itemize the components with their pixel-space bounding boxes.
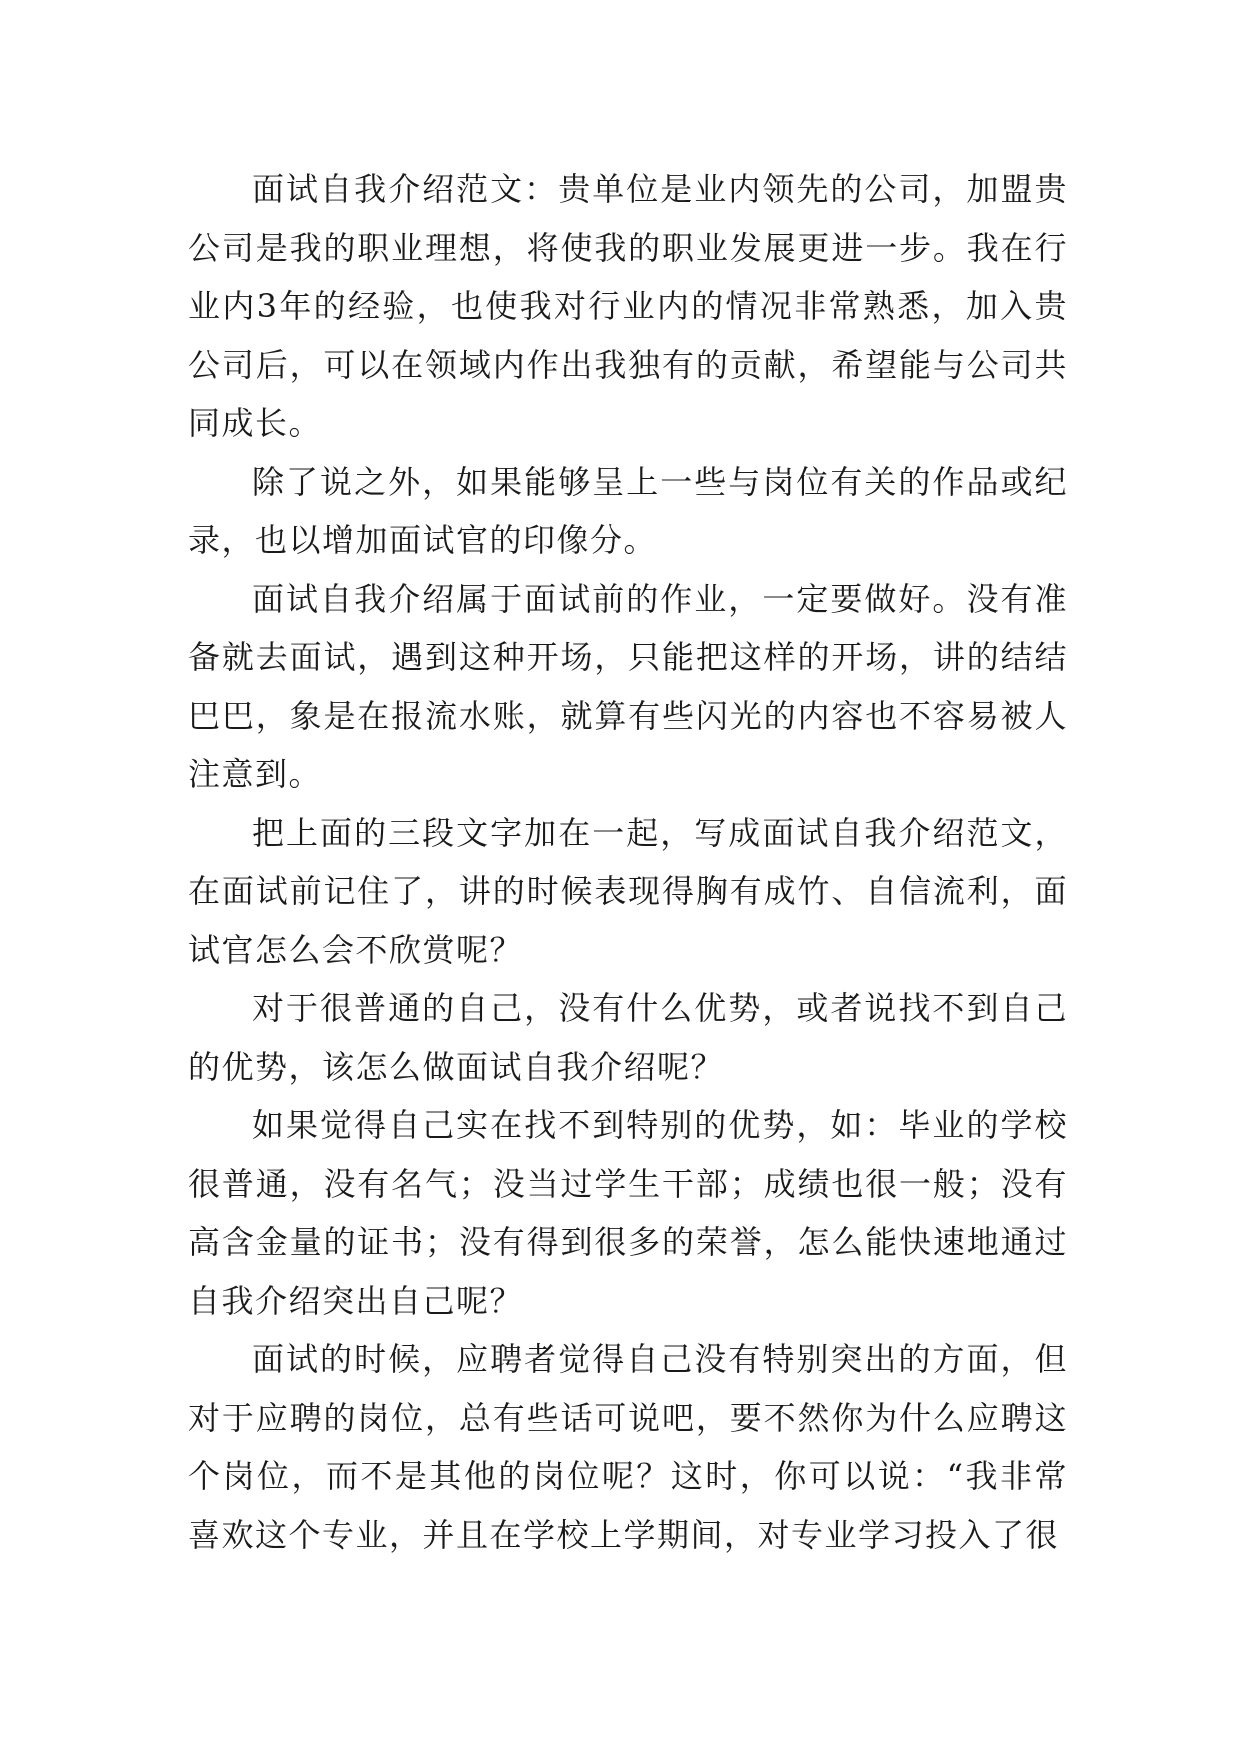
paragraph-3: 面试自我介绍属于面试前的作业，一定要做好。没有准备就去面试，遇到这种开场，只能把这样的开场，讲的结结巴巴，象是在报流水账，就算有些闪光的内容也不容易被人注意到。 bbox=[188, 579, 1068, 793]
paragraph-5: 对于很普通的自己，没有什么优势，或者说找不到自己的优势，该怎么做面试自我介绍呢？ bbox=[188, 989, 1068, 1086]
paragraph-6: 如果觉得自己实在找不到特别的优势，如：毕业的学校很普通，没有名气；没当过学生干部；成绩也很一般；没有高含金量的证书；没有得到很多的荣誉，怎么能快速地通过自我介绍突出自己呢？ bbox=[188, 1106, 1068, 1320]
paragraph-2: 除了说之外，如果能够呈上一些与岗位有关的作品或纪录，也以增加面试官的印像分。 bbox=[188, 462, 1068, 559]
paragraph-7: 面试的时候，应聘者觉得自己没有特别突出的方面，但对于应聘的岗位，总有些话可说吧，要不然你为什么应聘这个岗位，而不是其他的岗位呢？这时，你可以说：“我非常喜欢这个专业，并且在学校上学期间，对专业学习投入了很 bbox=[188, 1340, 1068, 1554]
paragraph-1: 面试自我介绍范文：贵单位是业内领先的公司，加盟贵公司是我的职业理想，将使我的职业发展更进一步。我在行业内3年的经验，也使我对行业内的情况非常熟悉，加入贵公司后，可以在领域内作出我独有的贡献，希望能与公司共同成长。 bbox=[188, 170, 1068, 442]
document-body bbox=[188, 160, 1068, 1564]
paragraph-4: 把上面的三段文字加在一起，写成面试自我介绍范文，在面试前记住了，讲的时候表现得胸有成竹、自信流利，面试官怎么会不欣赏呢？ bbox=[188, 813, 1068, 969]
